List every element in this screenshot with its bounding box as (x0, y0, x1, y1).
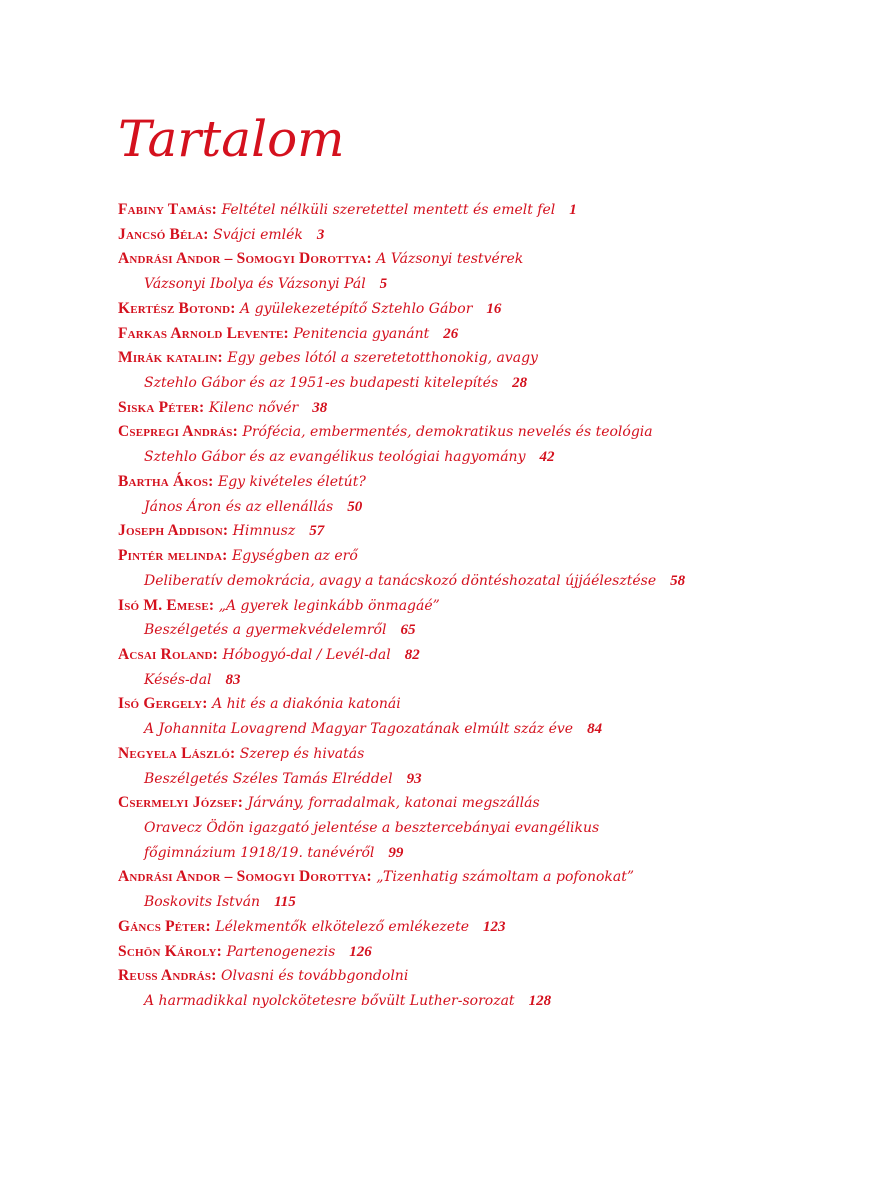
toc-line (118, 396, 858, 421)
toc-article-title: Feltétel nélküli szeretettel mentett és emelt fel (221, 202, 556, 218)
toc-line (118, 346, 858, 371)
toc-entry (118, 668, 858, 693)
toc-page-number: 123 (483, 918, 506, 935)
toc-author: Reuss András: (118, 967, 217, 985)
toc-line (118, 692, 858, 717)
toc-article-title: Himnusz (232, 523, 296, 540)
toc-line (118, 915, 858, 940)
toc-author: Farkas Arnold Levente: (118, 324, 289, 342)
toc-line (118, 223, 858, 248)
toc-author: Kertész Botond: (118, 299, 236, 317)
toc-entry (118, 915, 858, 940)
toc-article-title: Beszélgetés a gyermekvédelemről (144, 622, 387, 639)
toc-article-title: Hóbogyó-dal / Levél-dal (222, 646, 391, 663)
toc-article-title: Egységben az erő (231, 548, 358, 565)
toc-author: Negyela László: (118, 744, 236, 762)
toc-line (118, 544, 858, 569)
toc-article-title: Penitencia gyanánt (293, 325, 430, 342)
toc-article-title: Lélekmentők elkötelező emlékezete (215, 918, 469, 935)
toc-page-number: 83 (225, 671, 241, 688)
page-title: Tartalom (118, 110, 345, 168)
toc-article-title: „Tizenhatig számoltam a pofonokat” (376, 869, 635, 886)
toc-line (118, 742, 858, 767)
toc-author: Isó Gergely: (118, 695, 208, 713)
toc-page-number: 57 (309, 523, 325, 540)
toc-article-title: A harmadikkal nyolckötetesre bővült Luther-sorozat (144, 993, 515, 1009)
toc-line (118, 371, 858, 396)
toc-line (118, 964, 858, 989)
toc-page-number: 128 (528, 993, 552, 1009)
toc-author: Siska Péter: (118, 398, 205, 416)
toc-line (118, 247, 858, 272)
table-of-contents (118, 198, 858, 1014)
toc-line (118, 198, 858, 223)
toc-line (118, 569, 858, 594)
toc-line (118, 989, 858, 1014)
toc-article-title: Szerep és hivatás (239, 745, 365, 762)
toc-line (118, 643, 858, 668)
toc-line (118, 816, 858, 841)
toc-entry (118, 791, 858, 865)
toc-entry (118, 198, 858, 223)
toc-line (118, 445, 858, 470)
toc-entry (118, 594, 858, 643)
toc-article-title: Egy gebes lótól a szeretetotthonokig, avagy (227, 350, 538, 367)
toc-line (118, 495, 858, 520)
toc-author: Mirák katalin: (118, 349, 223, 367)
toc-article-title: Sztehlo Gábor és az 1951-es budapesti kitelepítés (144, 375, 499, 392)
toc-article-title: Prófécia, embermentés, demokratikus nevelés és teológia (242, 424, 653, 441)
toc-article-title: Késés-dal (144, 671, 212, 688)
toc-page-number: 5 (379, 276, 388, 293)
toc-article-title: Deliberatív demokrácia, avagy a tanácskozó döntéshozatal újjáélesztése (144, 572, 657, 589)
toc-page-number: 82 (404, 646, 420, 663)
toc-page-number: 50 (347, 498, 363, 515)
toc-article-title: A hit és a diakónia katonái (212, 696, 401, 713)
toc-entry (118, 519, 858, 544)
toc-article-title: Vázsonyi Ibolya és Vázsonyi Pál (144, 276, 366, 293)
toc-author: Isó M. Emese: (118, 596, 215, 614)
toc-line (118, 717, 858, 742)
toc-article-title: Partenogenezis (226, 943, 336, 960)
toc-page-number: 115 (274, 894, 296, 911)
toc-entry (118, 247, 858, 296)
toc-line (118, 272, 858, 297)
toc-article-title: főgimnázium 1918/19. tanévéről (144, 844, 375, 861)
toc-line (118, 618, 858, 643)
toc-article-title: Svájci emlék (213, 226, 303, 243)
toc-page-number: 126 (349, 943, 372, 960)
toc-page-number: 38 (312, 399, 328, 416)
toc-author: Pintér melinda: (118, 547, 228, 565)
toc-line (118, 519, 858, 544)
toc-author: Andrási Andor – Somogyi Dorottya: (118, 868, 372, 886)
toc-author: Csepregi András: (118, 423, 238, 441)
toc-entry (118, 297, 858, 322)
toc-line (118, 470, 858, 495)
toc-article-title: Olvasni és továbbgondolni (221, 968, 409, 985)
toc-entry (118, 964, 858, 1013)
toc-article-title: Boskovits István (144, 894, 261, 911)
toc-author: Bartha Ákos: (118, 472, 214, 490)
toc-line (118, 841, 858, 866)
toc-line (118, 297, 858, 322)
toc-author: Schön Károly: (118, 942, 223, 960)
toc-line (118, 767, 858, 792)
toc-entry (118, 865, 858, 914)
toc-article-title: Beszélgetés Széles Tamás Elréddel (144, 770, 393, 787)
toc-article-title: A Johannita Lovagrend Magyar Tagozatának elmúlt száz éve (144, 721, 574, 738)
toc-entry (118, 346, 858, 395)
toc-author: Acsai Roland: (118, 645, 219, 663)
toc-entry (118, 223, 858, 248)
toc-page-number: 58 (670, 572, 686, 589)
toc-page-number: 3 (316, 226, 325, 243)
toc-author: Fabiny Tamás: (118, 201, 217, 218)
toc-page-number: 28 (512, 375, 528, 392)
toc-page-number: 99 (388, 844, 404, 861)
toc-author: Jancsó Béla: (118, 225, 209, 243)
toc-line (118, 791, 858, 816)
toc-page-number: 65 (400, 622, 416, 639)
toc-line (118, 940, 858, 965)
toc-entry (118, 420, 858, 469)
toc-article-title: János Áron és az ellenállás (144, 498, 334, 515)
toc-page-number: 42 (539, 449, 555, 466)
toc-author: Csermelyi József: (118, 794, 244, 812)
toc-article-title: Egy kivételes életút? (218, 473, 366, 490)
toc-article-title: Kilenc nővér (208, 399, 299, 416)
toc-article-title: Járvány, forradalmak, katonai megszállás (247, 795, 540, 812)
toc-line (118, 322, 858, 347)
toc-page-number: 84 (587, 721, 603, 738)
toc-page-number: 16 (486, 300, 502, 317)
toc-entry (118, 396, 858, 421)
toc-line (118, 594, 858, 619)
toc-page-number: 93 (406, 770, 422, 787)
toc-entry (118, 940, 858, 965)
toc-article-title: A gyülekezetépítő Sztehlo Gábor (240, 300, 473, 317)
toc-entry (118, 322, 858, 347)
toc-article-title: Oravecz Ödön igazgató jelentése a besztercebányai evangélikus (144, 819, 600, 836)
toc-entry (118, 470, 858, 519)
toc-line (118, 668, 858, 693)
toc-author: Gáncs Péter: (118, 917, 211, 935)
toc-line (118, 865, 858, 890)
toc-article-title: Sztehlo Gábor és az evangélikus teológiai hagyomány (144, 449, 526, 466)
toc-page-number: 26 (443, 325, 459, 342)
toc-entry (118, 742, 858, 791)
toc-page-number: 1 (569, 202, 577, 218)
toc-article-title: A Vázsonyi testvérek (376, 251, 524, 268)
toc-article-title: „A gyerek leginkább önmagáé” (218, 597, 440, 614)
toc-entry (118, 692, 858, 741)
toc-author: Joseph Addison: (118, 522, 229, 540)
toc-entry (118, 544, 858, 593)
toc-author: Andrási Andor – Somogyi Dorottya: (118, 250, 372, 268)
toc-line (118, 890, 858, 915)
toc-entry (118, 643, 858, 668)
toc-line (118, 420, 858, 445)
